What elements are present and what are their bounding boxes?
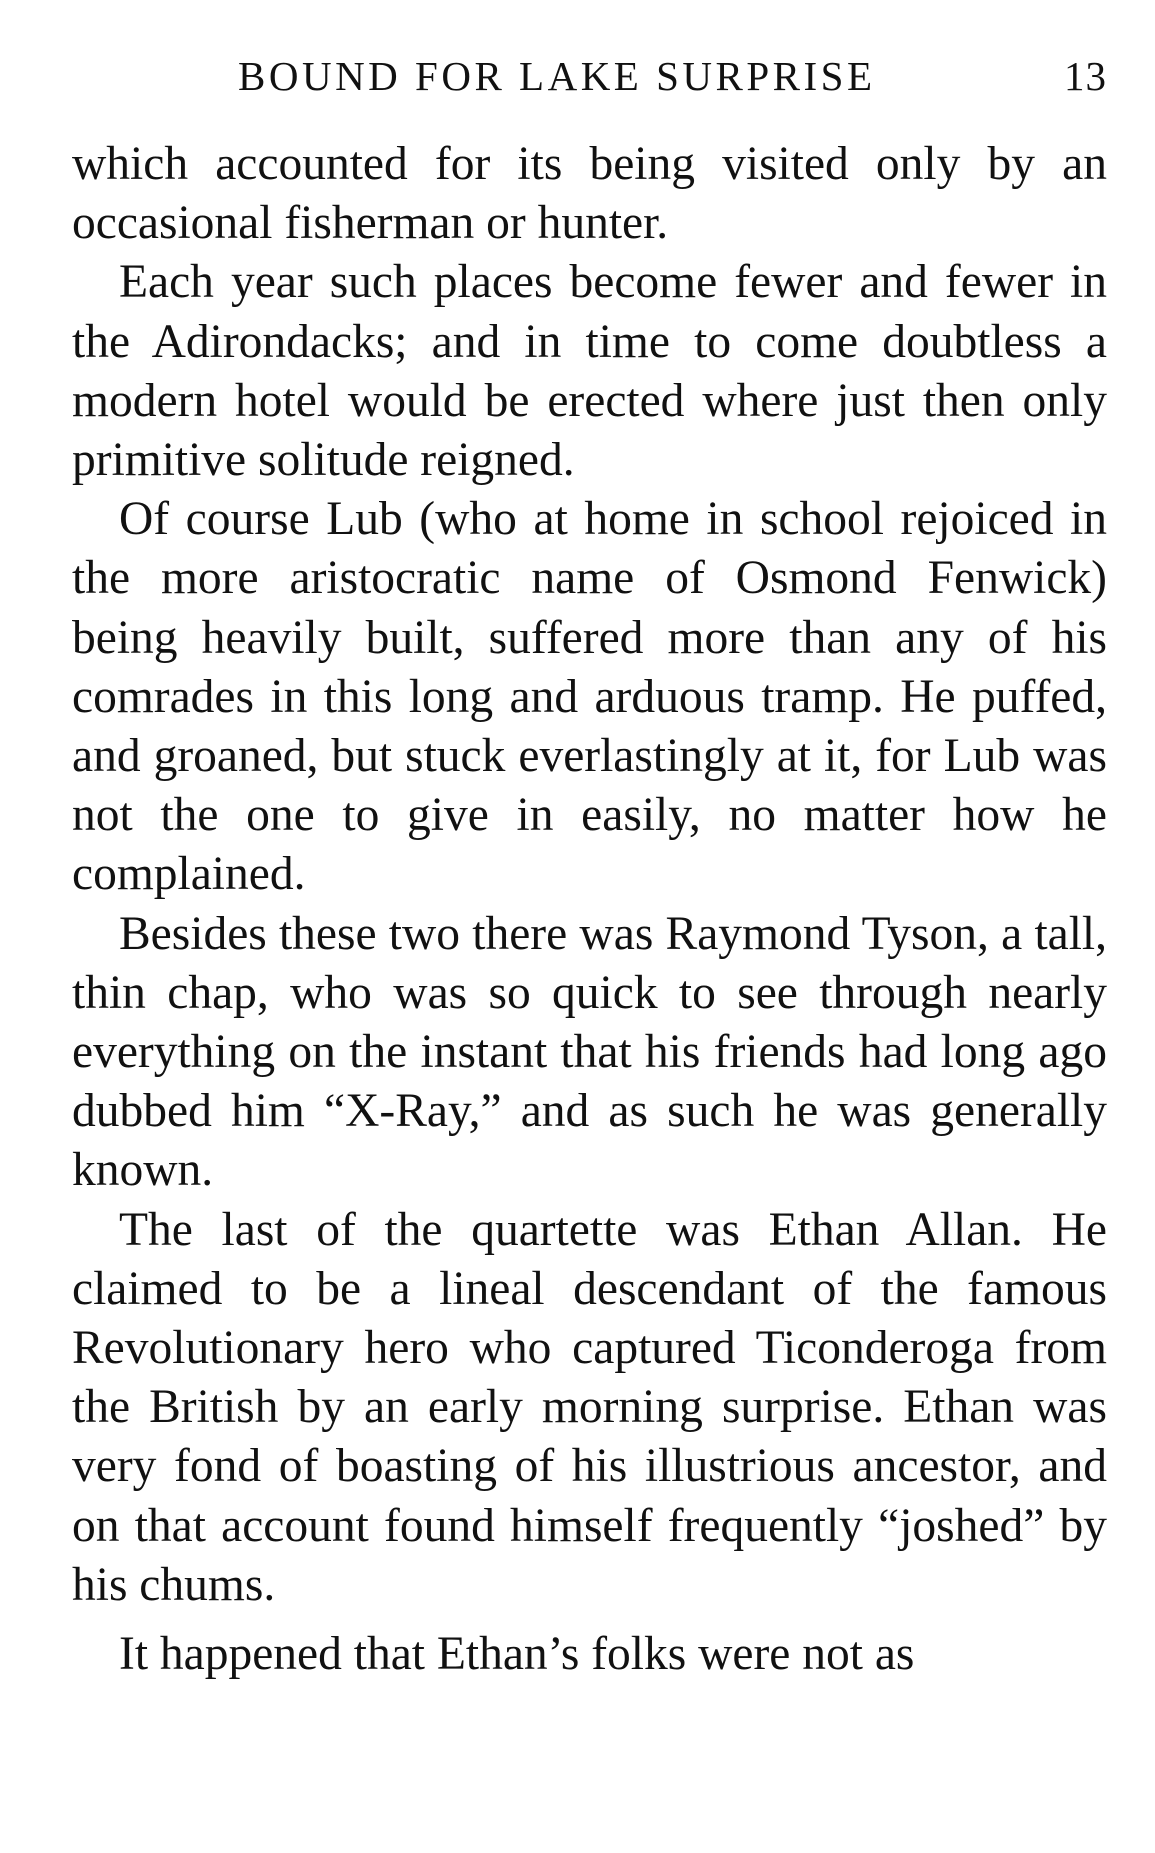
paragraph-6: It happened that Ethan’s folks were not as [119, 1628, 915, 1681]
paragraph-5: The last of the quartette was Ethan Allan. He claimed to be a lineal descendant of the famous Revolutionary hero who captured Ticonderoga from the British by an early morning surprise. Ethan was very fond of boasting of his illustrious ancestor, and on that account found himself frequently “joshed” by his chums. [72, 1203, 1107, 1611]
body-text [72, 135, 1107, 1684]
paragraph-2: Each year such places become fewer and fewer in the Adirondacks; and in time to come doubtless a modern hotel would be erected where just then only primitive solitude reigned. [72, 256, 1107, 487]
paragraph-1: which accounted for its being visited only by an occasional fisherman or hunter. [72, 138, 1107, 250]
running-head [72, 50, 1107, 102]
page-number: 13 [1064, 53, 1107, 99]
book-page [72, 50, 1107, 1684]
running-head-title: BOUND FOR LAKE SURPRISE [238, 53, 876, 99]
paragraph-3: Of course Lub (who at home in school rejoiced in the more aristocratic name of Osmond Fenwick) being heavily built, suffered more than any of his comrades in this long and arduous tramp. He puffed, and groaned, but stuck everlastingly at it, for Lub was not the one to give in easily, no matter how he complained. [72, 493, 1107, 901]
paragraph-4: Besides these two there was Raymond Tyson, a tall, thin chap, who was so quick to see through nearly everything on the instant that his friends had long ago dubbed him “X-Ray,” and as such he was generally known. [72, 907, 1107, 1197]
